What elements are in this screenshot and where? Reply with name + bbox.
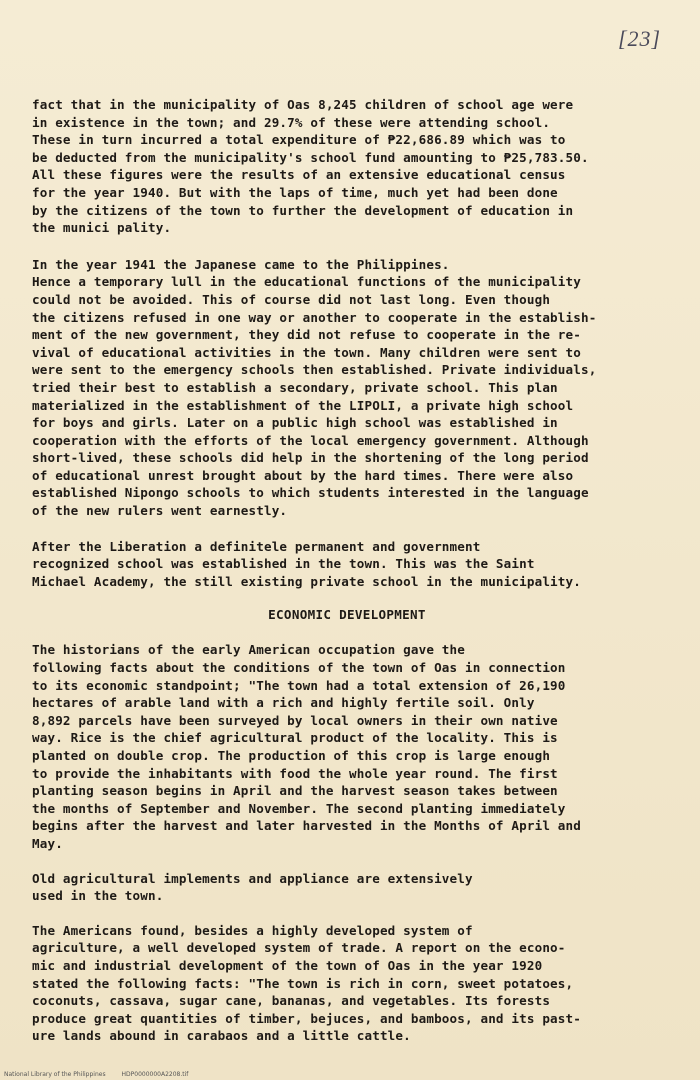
footer-library: National Library of the Philippines bbox=[4, 1071, 106, 1078]
paragraph-education-census: fact that in the municipality of Oas 8,245 children of school age were in existence in the town; and 29.7% of these were attending school. These in turn incurred a total expenditure of ₱22,686.89 which was to be deducted from the municipality's school fund amounting to ₱25,783.50. All these figures were the results of an extensive educational census for the year 1940. But with the laps of time, much yet had been done by the citizens of the town to further the development of education in the munici pality. bbox=[32, 97, 589, 236]
footer-file: HDP0000000A2208.tif bbox=[121, 1071, 189, 1078]
section-heading: ECONOMIC DEVELOPMENT bbox=[268, 607, 426, 623]
paragraph-agricultural-implements: Old agricultural implements and appliance are extensively used in the town. bbox=[32, 870, 473, 904]
paragraph-japanese-period: In the year 1941 the Japanese came to the Philippines. Hence a temporary lull in the educational functions of the municipality could not be avoided. This of course did not last long. Even though the citizens refused in one way or another to cooperate in the establish- ment of the new government, they did not refuse to cooperate in the re- vival of educational activities in the town. Many children were sent to were sent to the emergency schools then established. Private individuals, tried their best to establish a secondary, private school. This plan materialized in the establishment of the LIPOLI, a private high school for boys and girls. Later on a public high school was established in cooperation with the efforts of the local emergency government. Although short-lived, these schools did help in the shortening of the long period of educational unrest brought about by the hard times. There were also established Nipongo schools to which students interested in the language of the new rulers went earnestly. bbox=[32, 256, 597, 519]
document-body bbox=[32, 96, 662, 1045]
paragraph-liberation: After the Liberation a definitele permanent and government recognized school was established in the town. This was the Saint Michael Academy, the still existing private school in the municipality. bbox=[32, 538, 581, 589]
paragraph-american-occupation: The historians of the early American occupation gave the following facts about the conditions of the town of Oas in connection to its economic standpoint; "The town had a total extension of 26,190 hectares of arable land with a rich and highly fertile soil. Only 8,892 parcels have been surveyed by local owners in their own native way. Rice is the chief agricultural product of the locality. This is planted on double crop. The production of this crop is large enough to provide the inhabitants with food the whole year round. The first planting season begins in April and the harvest season takes between the months of September and November. The second planting immediately begins after the harvest and later harvested in the Months of April and May. bbox=[32, 642, 581, 851]
scan-footer bbox=[4, 1071, 202, 1079]
page-number: [23] bbox=[618, 26, 662, 51]
paragraph-trade-report: The Americans found, besides a highly developed system of agriculture, a well developed system of trade. A report on the econo- mic and industrial development of the town of Oas in the year 1920 stated the following facts: "The town is rich in corn, sweet potatoes, coconuts, cassava, sugar cane, bananas, and vegetables. Its forests produce great quantities of timber, bejuces, and bamboos, and its past- ure lands abound in carabaos and a little cattle. bbox=[32, 922, 581, 1044]
